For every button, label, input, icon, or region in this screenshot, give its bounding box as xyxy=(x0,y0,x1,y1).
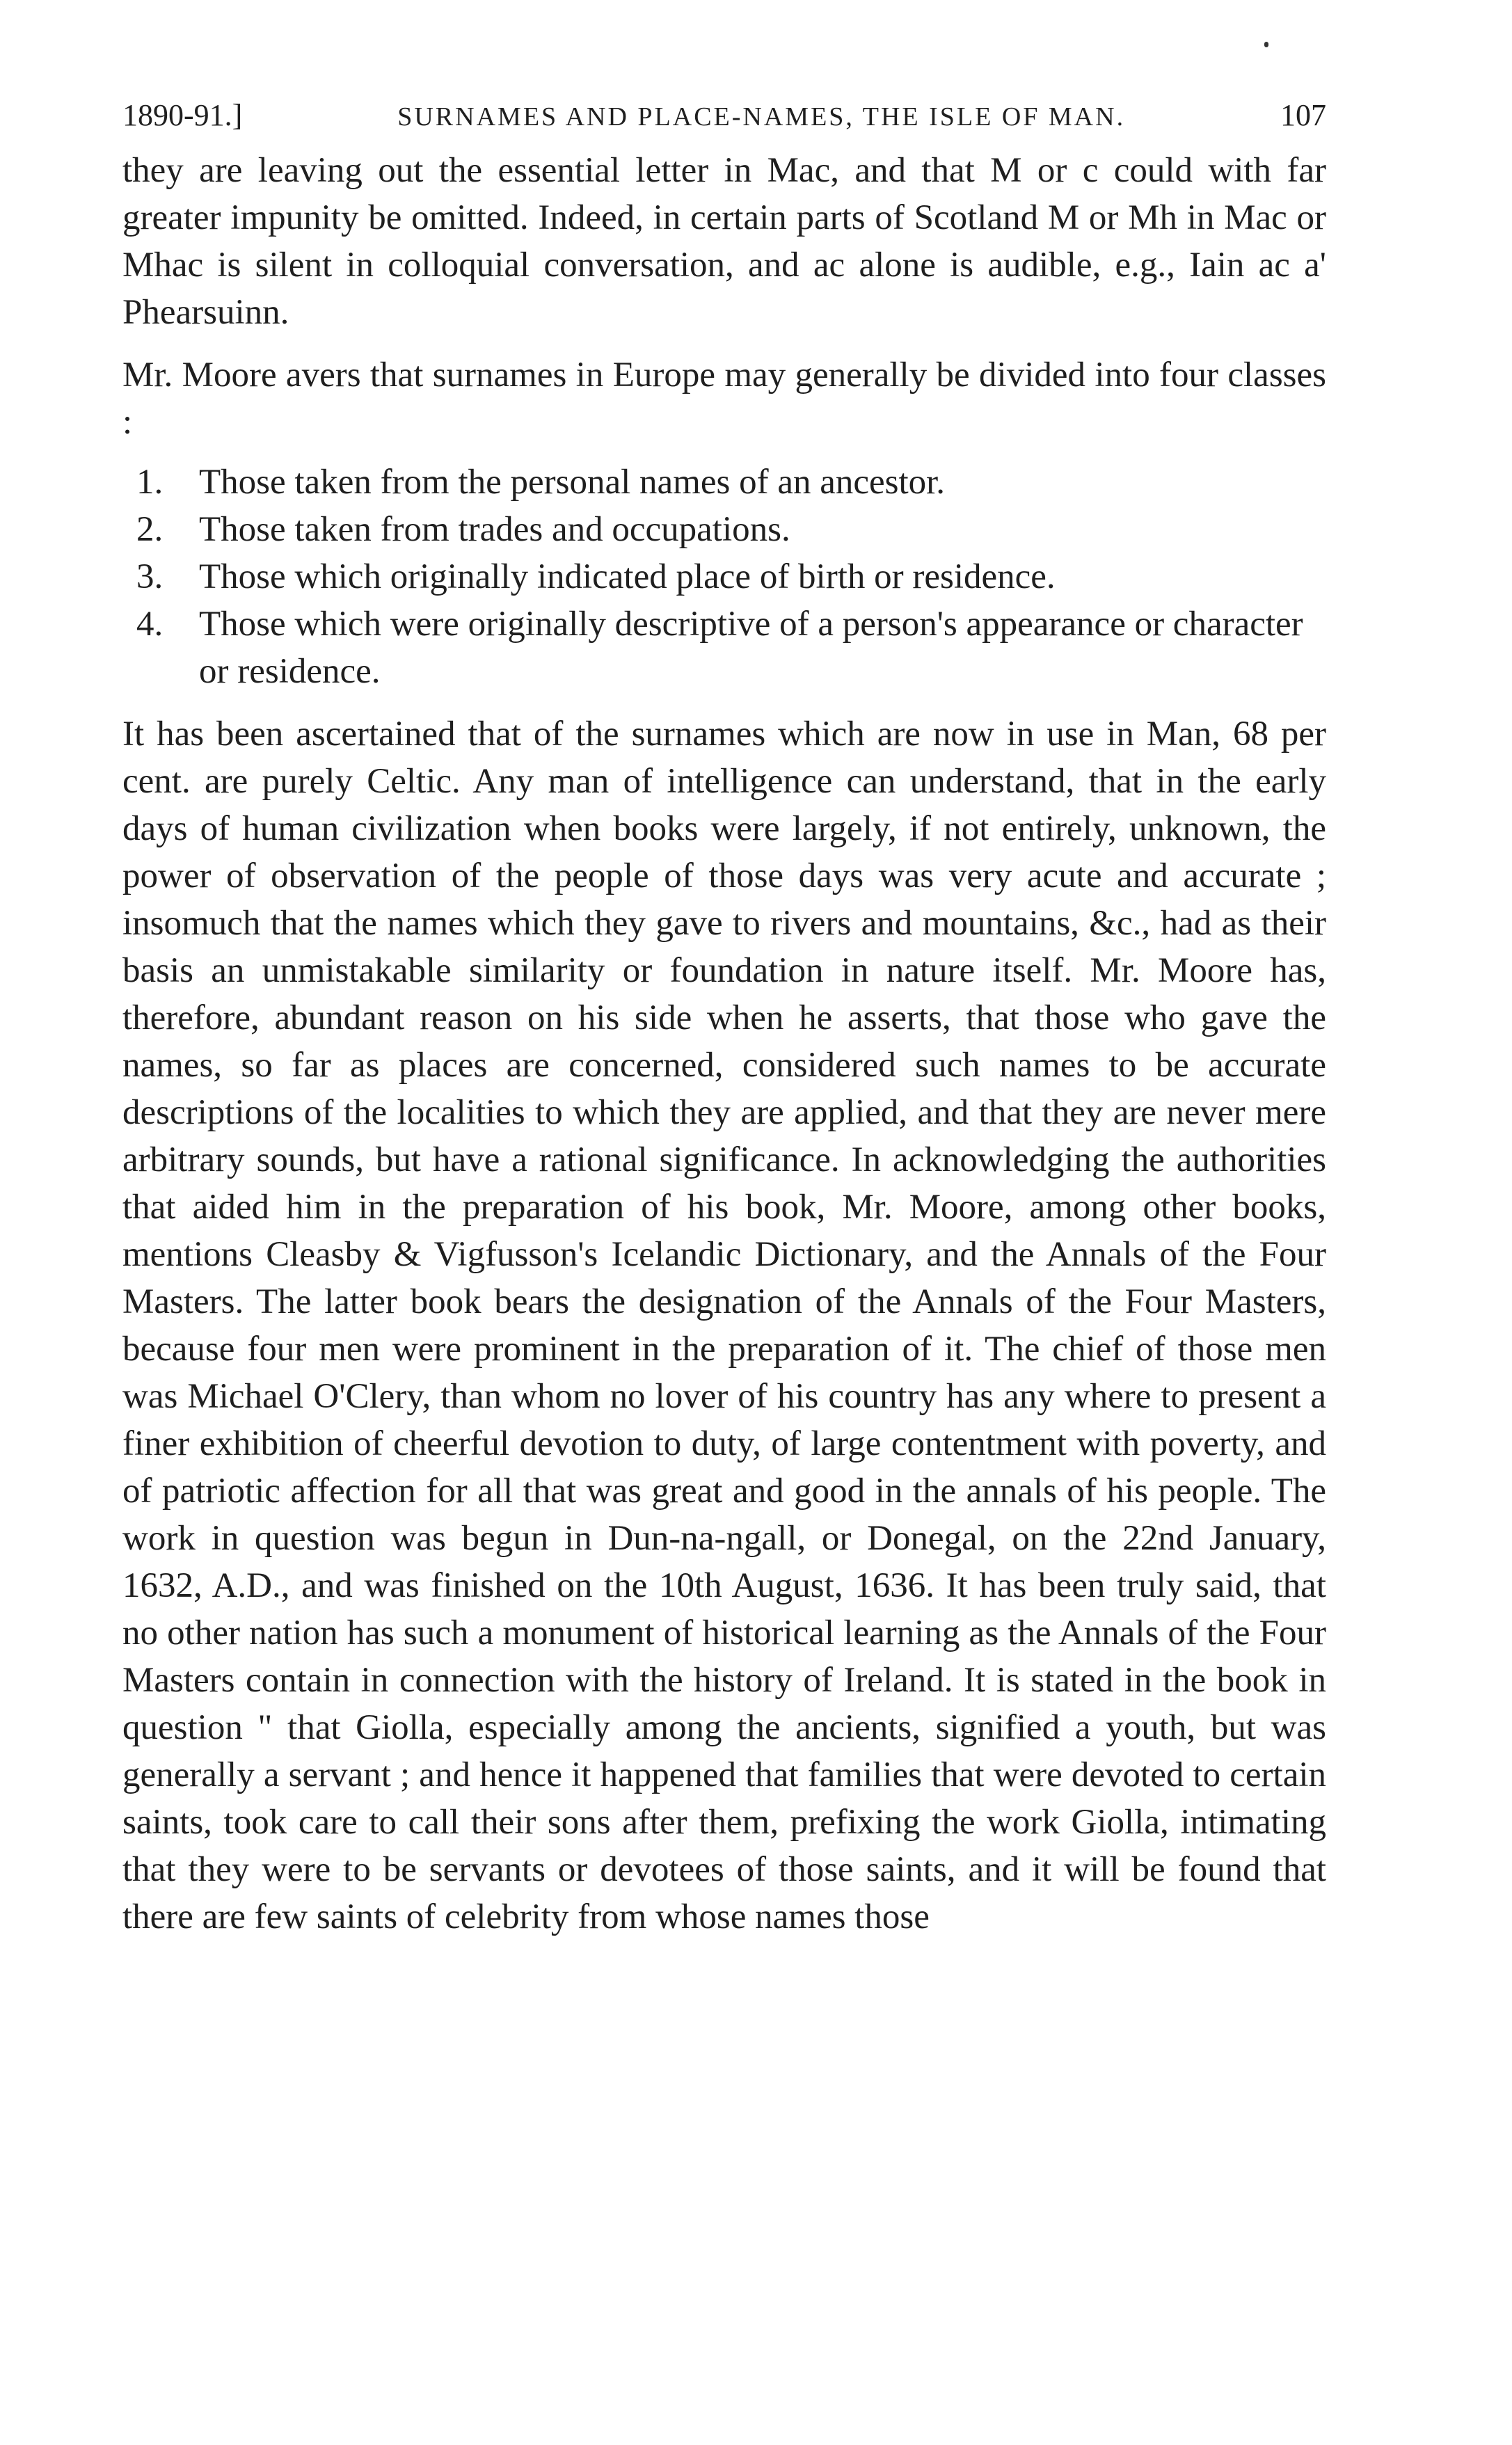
list-item-text: Those taken from trades and occupations. xyxy=(199,510,790,549)
list-item-text: Those taken from the personal names of an ancestor. xyxy=(199,463,946,502)
list-item-text: Those which originally indicated place of birth or residence. xyxy=(199,557,1056,596)
surname-classes-list xyxy=(122,459,1326,695)
paragraph-1: they are leaving out the essential letter in Mac, and that M or c could with far greater impunity be omitted. Indeed, in certain parts of Scotland M or Mh in Mac or Mhac is silent in colloquial conversation, and ac alone is audible, e.g., Iain ac a' Phearsuinn. xyxy=(122,151,1326,332)
page xyxy=(122,97,1326,1941)
header-volume: 1890-91.] xyxy=(122,98,243,132)
list-item-number: 2. xyxy=(136,510,164,549)
ink-speck xyxy=(1264,42,1268,47)
header-title: SURNAMES AND PLACE-NAMES, THE ISLE OF MAN. xyxy=(397,102,1126,132)
list-item xyxy=(122,600,1326,695)
list-item-number: 4. xyxy=(136,605,164,644)
list-item-number: 1. xyxy=(136,463,164,502)
list-item-text: Those which were originally descriptive of a person's appearance or character or residence. xyxy=(199,605,1303,691)
running-head xyxy=(122,97,1326,133)
page-number: 107 xyxy=(1280,98,1326,132)
paragraph-3: It has been ascertained that of the surnames which are now in use in Man, 68 per cent. are purely Celtic. Any man of intelligence can understand, that in the early days of human civilization when books were largely, if not entirely, unknown, the power of observation of the people of those days was very acute and accurate ; insomuch that the names which they gave to rivers and mountains, &c., had as their basis an unmistakable similarity or foundation in nature itself. Mr. Moore has, therefore, abundant reason on his side when he asserts, that those who gave the names, so far as places are concerned, considered such names to be accurate descriptions of the localities to which they are applied, and that they are never mere arbitrary sounds, but have a rational significance. In acknowledging the authorities that aided him in the preparation of his book, Mr. Moore, among other books, mentions Cleasby & Vigfusson's Icelandic Dictionary, and the Annals of the Four Masters. The latter book bears the designation of the Annals of the Four Masters, because four men were prominent in the preparation of it. The chief of those men was Michael O'Clery, than whom no lover of his country has any where to present a finer exhibition of cheerful devotion to duty, of large contentment with poverty, and of patriotic affection for all that was great and good in the annals of his people. The work in question was begun in Dun-na-ngall, or Donegal, on the 22nd January, 1632, A.D., and was finished on the 10th August, 1636. It has been truly said, that no other nation has such a monument of historical learning as the Annals of the Four Masters contain in connection with the history of Ireland. It is stated in the book in question " that Giolla, especially among the ancients, signified a youth, but was generally a servant ; and hence it happened that families that were devoted to certain saints, took care to call their sons after them, prefixing the work Giolla, intimating that they were to be servants or devotees of those saints, and it will be found that there are few saints of celebrity from whose names those xyxy=(122,715,1326,1936)
list-item-number: 3. xyxy=(136,557,164,596)
list-item xyxy=(122,506,1326,553)
list-item xyxy=(122,553,1326,600)
list-item xyxy=(122,459,1326,506)
paragraph-2: Mr. Moore avers that surnames in Europe may generally be divided into four classes : xyxy=(122,356,1326,442)
